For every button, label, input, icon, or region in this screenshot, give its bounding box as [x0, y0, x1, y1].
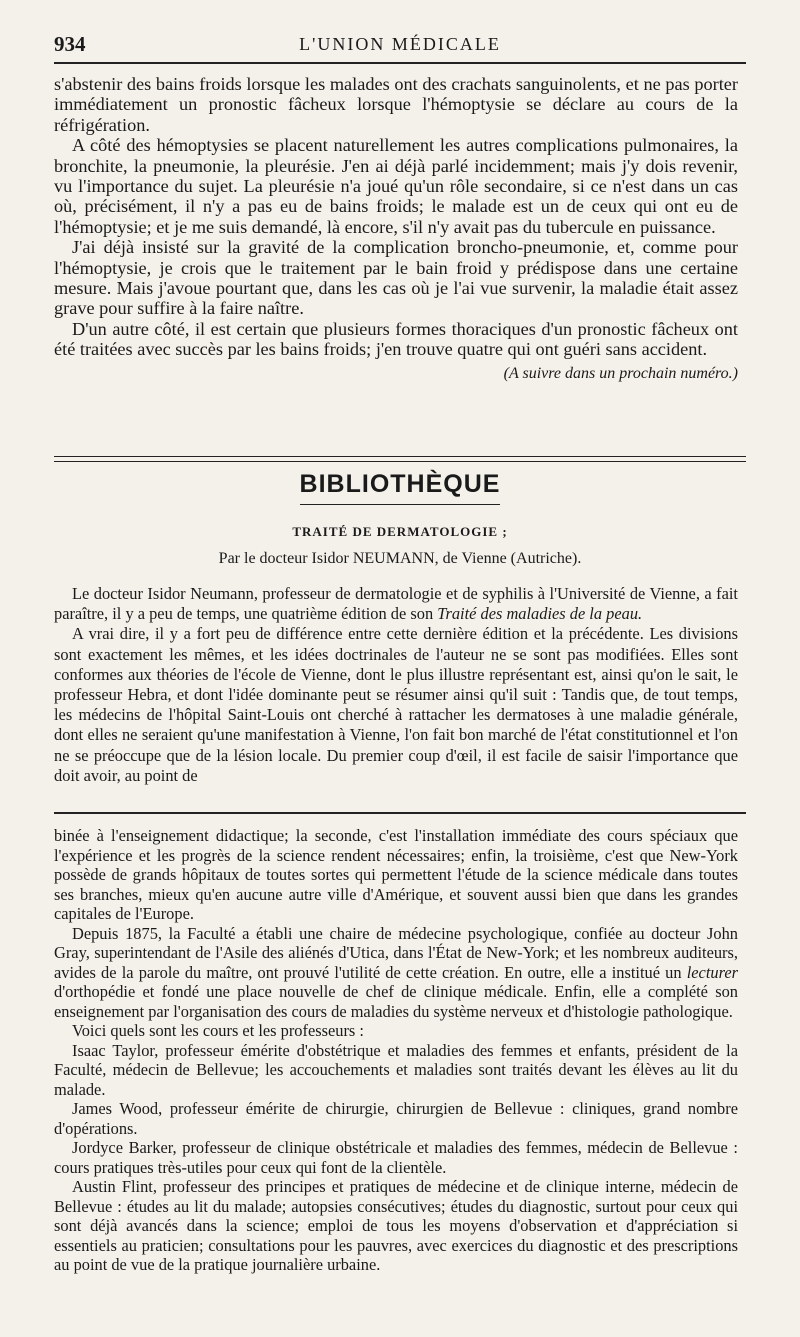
- text-run: d'orthopédie et fondé une place nouvelle de chef de clinique médicale. Enfin, elle a complété son enseignement par l'organisation des cours de maladies du système nerveux et d'histologie pathologique.: [54, 982, 738, 1021]
- article-continuation: [54, 74, 738, 384]
- paragraph: Austin Flint, professeur des principes et pratiques de médecine et de clinique interne, médecin de Bellevue : études au lit du malade; autopsies consécutives; études du diagnostic, surtout pour ceux qui sont déjà avancés dans la science; emploi de tous les moyens d'observation et d'appréciation si essentiels au praticien; consultations pour les pauvres, avec exercices du diagnostic et des prescriptions au point de vue de la pratique journalière urbaine.: [54, 1177, 738, 1274]
- header-rule: [54, 62, 746, 64]
- paragraph: s'abstenir des bains froids lorsque les malades ont des crachats sanguinolents, et ne pas porter immédiatement un pronostic fâcheux lorsque l'hémoptysie se déclare au cours de la réfrigération.: [54, 74, 738, 135]
- journal-title: L'UNION MÉDICALE: [299, 34, 501, 54]
- paragraph: [54, 584, 738, 624]
- book-title: TRAITÉ DE DERMATOLOGIE ;: [292, 524, 508, 539]
- section-title: BIBLIOTHÈQUE: [299, 470, 501, 498]
- paragraph: Voici quels sont les cours et les professeurs :: [72, 1021, 364, 1040]
- paragraph: J'ai déjà insisté sur la gravité de la complication broncho-pneumonie, et, comme pour l'hémoptysie, je crois que le traitement par le bain froid y prédispose dans une certaine mesure. Mais j'avoue pourtant que, dans les cas où je l'ai vue survenir, la maladie était assez grave pour suffire à la faire naître.: [54, 237, 738, 319]
- page-number: 934: [54, 32, 86, 56]
- paragraph: D'un autre côté, il est certain que plusieurs formes thoraciques d'un pronostic fâcheux ont été traitées avec succès par les bains froids; j'en trouve quatre qui ont guéri sans accident.: [54, 318, 738, 360]
- title-underline: [300, 504, 500, 505]
- paragraph: Jordyce Barker, professeur de clinique obstétricale et maladies des femmes, médecin de Bellevue : cours pratiques très-utiles pour ceux qui font de la clientèle.: [54, 1138, 738, 1177]
- paragraph: A vrai dire, il y a fort peu de différence entre cette dernière édition et la précédente. Les divisions sont exactement les mêmes, et les idées doctrinales de l'auteur ne se sont pas modifiées. Elles sont conformes aux théories de l'école de Vienne, dont le plus illustre représentant est, ainsi qu'on le sait, le professeur Hebra, et dont l'idée dominante peut se résumer ainsi qu'il suit : Tandis que, de tout temps, les médecins de l'hôpital Saint-Louis ont cherché à rattacher les dermatoses à une maladie générale, dont elles ne seraient qu'une manifestation à Vienne, l'on fait bon marché de l'état constitutionnel et l'on ne se préoccupe que de la lésion locale. Du premier coup d'œil, il est facile de saisir l'importance que doit avoir, au point de: [54, 624, 738, 785]
- book-author: Par le docteur Isidor NEUMANN, de Vienne (Autriche).: [218, 550, 582, 567]
- continued-note: (A suivre dans un prochain numéro.): [503, 364, 738, 382]
- column-separator-rule: [54, 812, 746, 814]
- paragraph: James Wood, professeur émérite de chirurgie, chirurgien de Bellevue : cliniques, grand nombre d'opérations.: [54, 1099, 738, 1138]
- paragraph: [54, 924, 738, 1022]
- running-head: [54, 26, 746, 56]
- feuilleton-text: [54, 826, 738, 1275]
- text-run: Le docteur Isidor Neumann, professeur de dermatologie et de syphilis à l'Université de Vienne, a fait paraître, il y a peu de temps, une quatrième édition de son: [54, 584, 738, 624]
- book-title-reference: Traité des maladies de la peau.: [437, 604, 643, 624]
- paragraph: binée à l'enseignement didactique; la seconde, c'est l'installation immédiate des cours spéciaux que l'expérience et les progrès de la science rendent nécessaires; enfin, la troisième, c'est que New-York possède de grands hôpitaux de toutes sortes qui permettent l'étude de la science médicale dans toutes ses branches, mieux qu'en aucune autre ville d'Amérique, et souvent aussi bien que dans les grandes capitales de l'Europe.: [54, 826, 738, 923]
- book-review: [54, 584, 738, 786]
- paragraph: A côté des hémoptysies se placent naturellement les autres complications pulmonaires, la bronchite, la pneumonie, la pleurésie. J'en ai déjà parlé incidemment; mais j'y dois revenir, vu l'importance du sujet. La pleurésie n'a joué qu'un rôle secondaire, si ce n'est dans un cas où, précisément, il n'y a pas eu de bains froids; le malade est un de ceux qui ont eu de l'hémoptysie; et je me suis demandé, là encore, s'il n'y avait pas du tubercule en puissance.: [54, 135, 738, 237]
- section-divider: [54, 456, 746, 462]
- italic-term: lecturer: [686, 962, 738, 982]
- paragraph: Isaac Taylor, professeur émérite d'obstétrique et maladies des femmes et enfants, président de la Faculté, médecin de Bellevue; les accouchements et maladies sont traités devant les élèves au lit du malade.: [54, 1040, 738, 1099]
- text-run: Depuis 1875, la Faculté a établi une chaire de médecine psychologique, confiée au docteur John Gray, superintendant de l'Asile des aliénés d'Utica, dans l'État de New-York; et les nombreux auditeurs, avides de la parole du maître, ont prouvé l'utilité de cette création. En outre, elle a institué un: [54, 923, 738, 982]
